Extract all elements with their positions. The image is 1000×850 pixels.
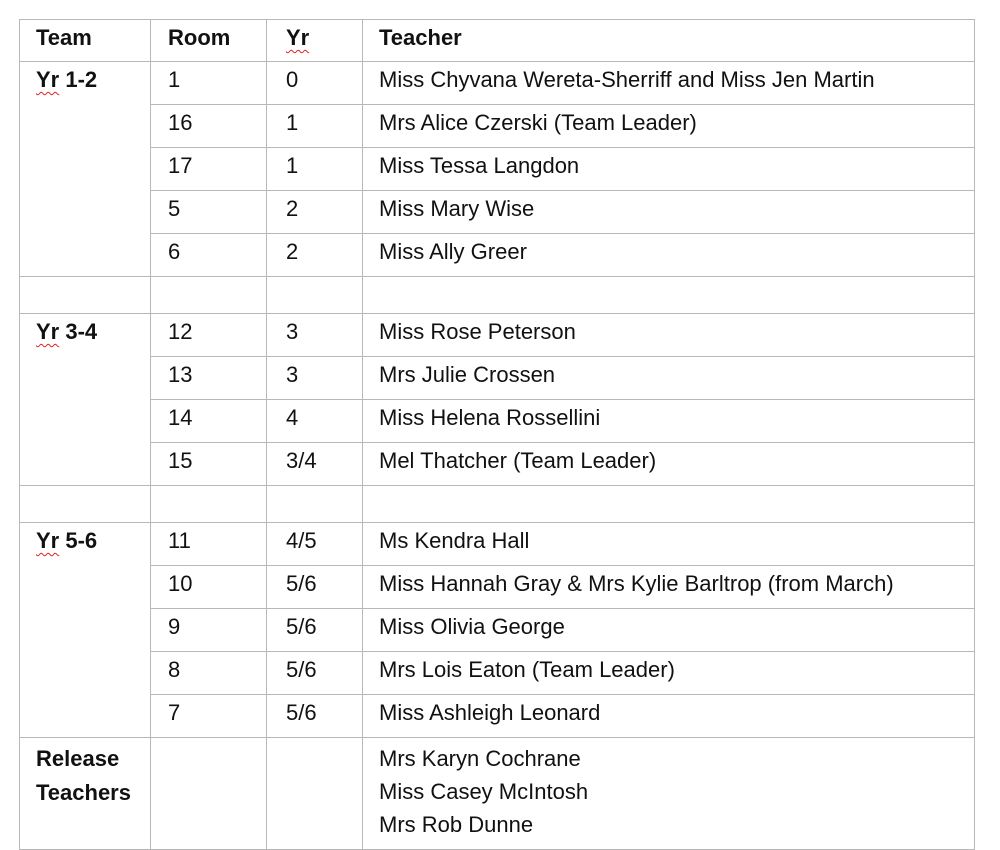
release-teacher-name: Mrs Rob Dunne — [379, 812, 534, 837]
room-cell: 1 — [151, 62, 267, 105]
yr-cell: 4 — [267, 400, 363, 443]
teacher-cell: Mel Thatcher (Team Leader) — [363, 443, 975, 486]
team-label: 5-6 — [59, 528, 98, 553]
teacher-cell: Miss Rose Peterson — [363, 314, 975, 357]
table-row — [20, 523, 975, 566]
table-row — [20, 191, 975, 234]
room-cell: 17 — [151, 148, 267, 191]
header-room: Room — [151, 20, 267, 62]
teacher-cell: Miss Chyvana Wereta-Sherriff and Miss Jen Martin — [363, 62, 975, 105]
yr-cell: 5/6 — [267, 695, 363, 738]
header-teacher: Teacher — [363, 20, 975, 62]
empty-cell — [20, 277, 151, 314]
room-cell: 8 — [151, 652, 267, 695]
table-row — [20, 400, 975, 443]
team-cell — [20, 523, 151, 738]
teacher-cell: Mrs Alice Czerski (Team Leader) — [363, 105, 975, 148]
teacher-cell: Ms Kendra Hall — [363, 523, 975, 566]
team-cell — [20, 62, 151, 277]
yr-cell: 3 — [267, 357, 363, 400]
table-row — [20, 695, 975, 738]
room-cell: 5 — [151, 191, 267, 234]
team-label: 1-2 — [59, 67, 98, 92]
room-cell: 12 — [151, 314, 267, 357]
spacer-row — [20, 486, 975, 523]
yr-cell: 0 — [267, 62, 363, 105]
team-prefix: Yr — [36, 319, 60, 344]
spacer-row — [20, 277, 975, 314]
teacher-cell: Miss Olivia George — [363, 609, 975, 652]
yr-cell: 5/6 — [267, 609, 363, 652]
release-team-line: Release — [36, 746, 120, 771]
empty-cell — [151, 486, 267, 523]
teacher-cell: Miss Ashleigh Leonard — [363, 695, 975, 738]
table-row — [20, 62, 975, 105]
room-cell: 6 — [151, 234, 267, 277]
yr-cell: 2 — [267, 191, 363, 234]
team-prefix: Yr — [36, 67, 60, 92]
release-row — [20, 738, 975, 850]
yr-cell: 1 — [267, 148, 363, 191]
room-cell: 11 — [151, 523, 267, 566]
release-teacher-name: Miss Casey McIntosh — [379, 779, 589, 804]
teacher-cell: Miss Mary Wise — [363, 191, 975, 234]
release-team-cell — [20, 738, 151, 850]
team-prefix: Yr — [36, 528, 60, 553]
yr-cell: 4/5 — [267, 523, 363, 566]
yr-cell: 3/4 — [267, 443, 363, 486]
room-cell: 14 — [151, 400, 267, 443]
team-cell — [20, 314, 151, 486]
table-row — [20, 148, 975, 191]
table-row — [20, 105, 975, 148]
room-cell: 7 — [151, 695, 267, 738]
header-yr-text: Yr — [286, 25, 310, 50]
table-row — [20, 652, 975, 695]
room-cell: 13 — [151, 357, 267, 400]
room-cell: 15 — [151, 443, 267, 486]
table-row — [20, 609, 975, 652]
teacher-cell: Miss Tessa Langdon — [363, 148, 975, 191]
teacher-cell: Miss Hannah Gray & Mrs Kylie Barltrop (from March) — [363, 566, 975, 609]
empty-cell — [267, 277, 363, 314]
empty-cell — [363, 486, 975, 523]
table-row — [20, 357, 975, 400]
release-team-line: Teachers — [36, 780, 131, 805]
teacher-cell: Miss Helena Rossellini — [363, 400, 975, 443]
empty-cell — [151, 277, 267, 314]
empty-cell — [363, 277, 975, 314]
teacher-cell: Mrs Julie Crossen — [363, 357, 975, 400]
staff-table-body — [20, 20, 975, 850]
header-row — [20, 20, 975, 62]
yr-cell: 1 — [267, 105, 363, 148]
teacher-cell: Miss Ally Greer — [363, 234, 975, 277]
yr-cell: 5/6 — [267, 652, 363, 695]
empty-cell — [267, 738, 363, 850]
room-cell: 10 — [151, 566, 267, 609]
release-teachers-cell — [363, 738, 975, 850]
empty-cell — [267, 486, 363, 523]
teacher-cell: Mrs Lois Eaton (Team Leader) — [363, 652, 975, 695]
yr-cell: 3 — [267, 314, 363, 357]
room-cell: 9 — [151, 609, 267, 652]
empty-cell — [151, 738, 267, 850]
empty-cell — [20, 486, 151, 523]
table-row — [20, 314, 975, 357]
table-row — [20, 566, 975, 609]
table-row — [20, 443, 975, 486]
header-yr — [267, 20, 363, 62]
release-teacher-name: Mrs Karyn Cochrane — [379, 746, 581, 771]
team-label: 3-4 — [59, 319, 98, 344]
table-row — [20, 234, 975, 277]
staff-table — [19, 19, 975, 850]
room-cell: 16 — [151, 105, 267, 148]
yr-cell: 2 — [267, 234, 363, 277]
header-team: Team — [20, 20, 151, 62]
yr-cell: 5/6 — [267, 566, 363, 609]
